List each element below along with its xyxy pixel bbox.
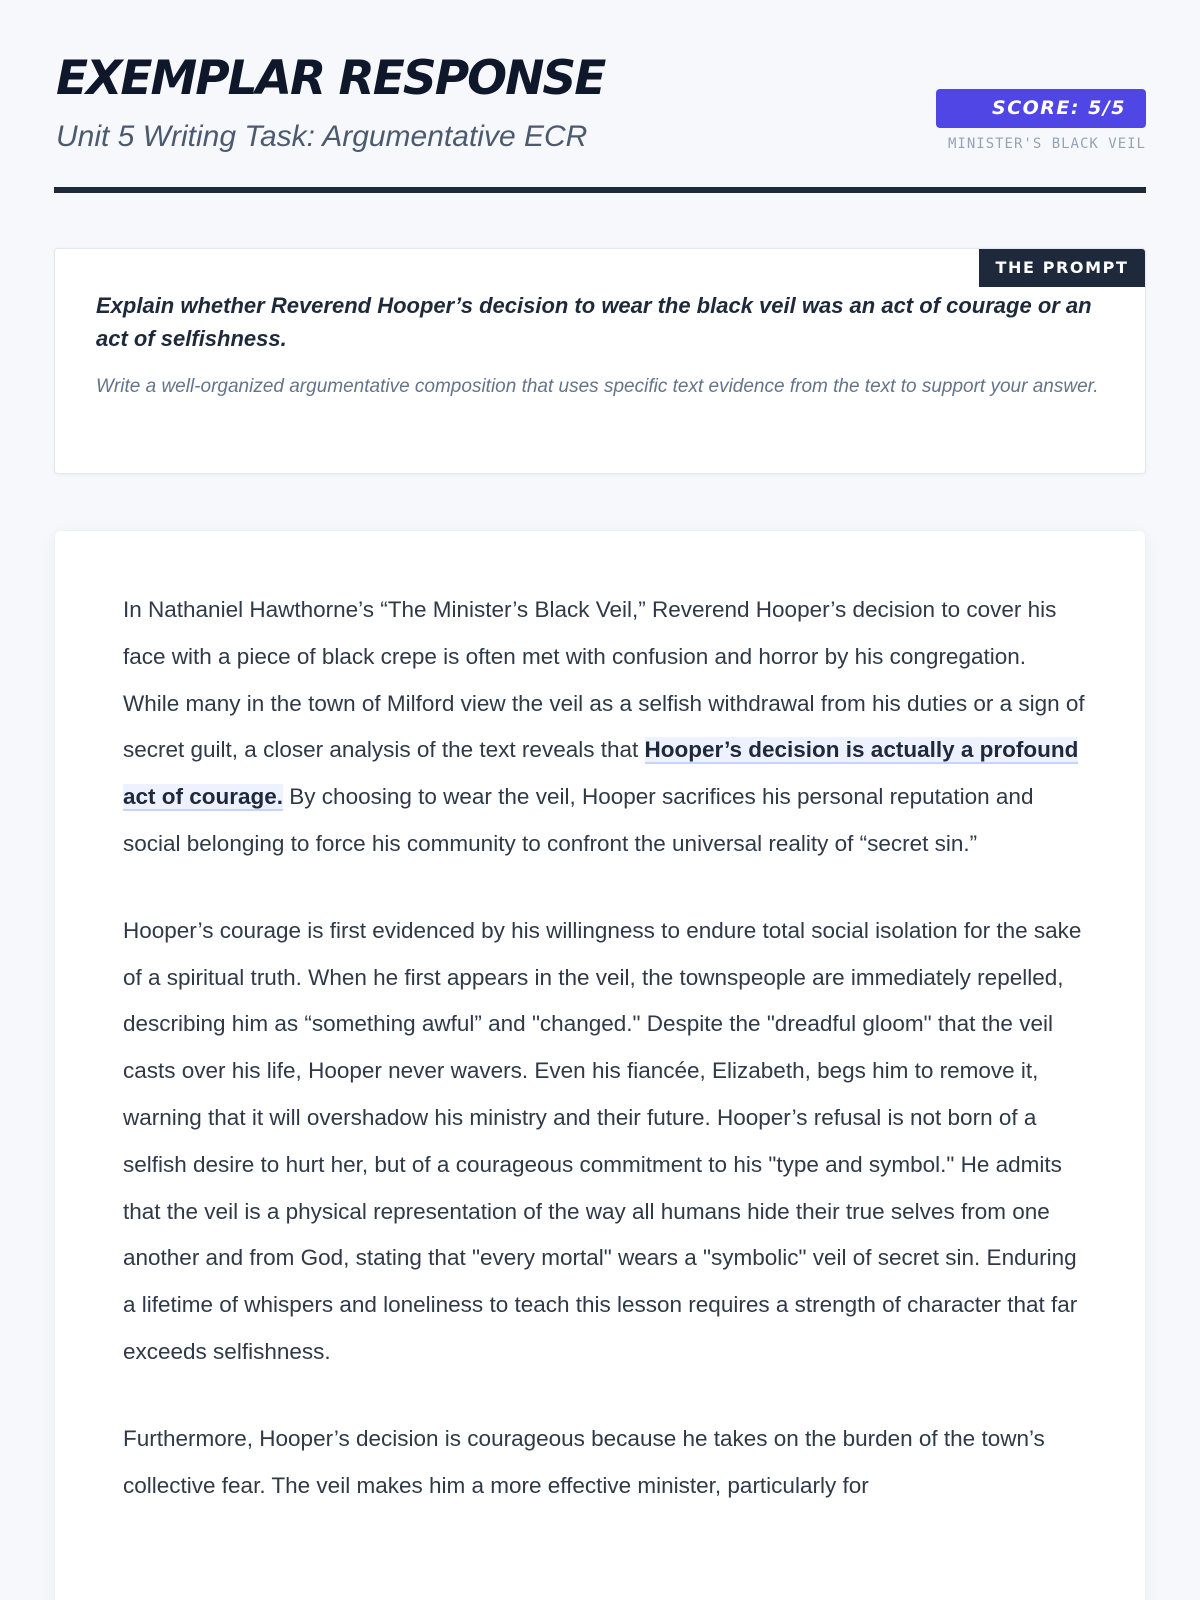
intro-text-after: By choosing to wear the veil, Hooper sacrifices his personal reputation and social belonging to force his community to confront the universal reality of “secret sin.” bbox=[123, 784, 1034, 856]
essay-card bbox=[54, 530, 1146, 1600]
prompt-question: Explain whether Reverend Hooper’s decision to wear the black veil was an act of courage or an act of selfishness. bbox=[96, 293, 1092, 351]
prompt-tag: THE PROMPT bbox=[979, 249, 1145, 287]
thesis-statement: Hooper’s decision is actually a profound act of courage. bbox=[123, 737, 1079, 810]
prompt-card bbox=[54, 248, 1146, 474]
essay-paragraph-2: Hooper’s courage is first evidenced by his willingness to endure total social isolation for the sake of a spiritual truth. When he first appears in the veil, the townspeople are immediately repelled, describing him as “something awful” and "changed." Despite the "dreadful gloom" that the veil casts over his life, Hooper never wavers. Even his fiancée, Elizabeth, begs him to remove it, warning that it will overshadow his ministry and their future. Hooper’s refusal is not born of a selfish desire to hurt her, but of a courageous commitment to his "type and symbol." He admits that the veil is a physical representation of the way all humans hide their true selves from one another and from God, stating that "every mortal" wears a "symbolic" veil of secret sin. Enduring a lifetime of whispers and loneliness to teach this lesson requires a strength of character that far exceeds selfishness. bbox=[123, 917, 1082, 1364]
page-subtitle: Unit 5 Writing Task: Argumentative ECR bbox=[56, 120, 588, 153]
page-title: EXEMPLAR RESPONSE bbox=[56, 51, 605, 106]
essay-paragraph-intro bbox=[123, 587, 1085, 868]
intro-text-before: In Nathaniel Hawthorne’s “The Minister’s Black Veil,” Reverend Hooper’s decision to cover his face with a piece of black crepe is often met with confusion and horror by his congregation. While many in the town of Milford view the veil as a selfish withdrawal from his duties or a sign of secret guilt, a closer analysis of the text reveals that bbox=[123, 597, 1085, 763]
page-header bbox=[54, 0, 1146, 193]
prompt-instructions: Write a well-organized argumentative composition that uses specific text evidence from the text to support your answer. bbox=[96, 376, 1099, 397]
essay-paragraph-3: Furthermore, Hooper’s decision is courageous because he takes on the burden of the town’s collective fear. The veil makes him a more effective minister, particularly for bbox=[123, 1425, 1045, 1498]
score-badge: SCORE: 5/5 bbox=[936, 89, 1146, 128]
text-title-label: MINISTER'S BLACK VEIL bbox=[947, 136, 1146, 152]
essay-body bbox=[123, 587, 1085, 1549]
